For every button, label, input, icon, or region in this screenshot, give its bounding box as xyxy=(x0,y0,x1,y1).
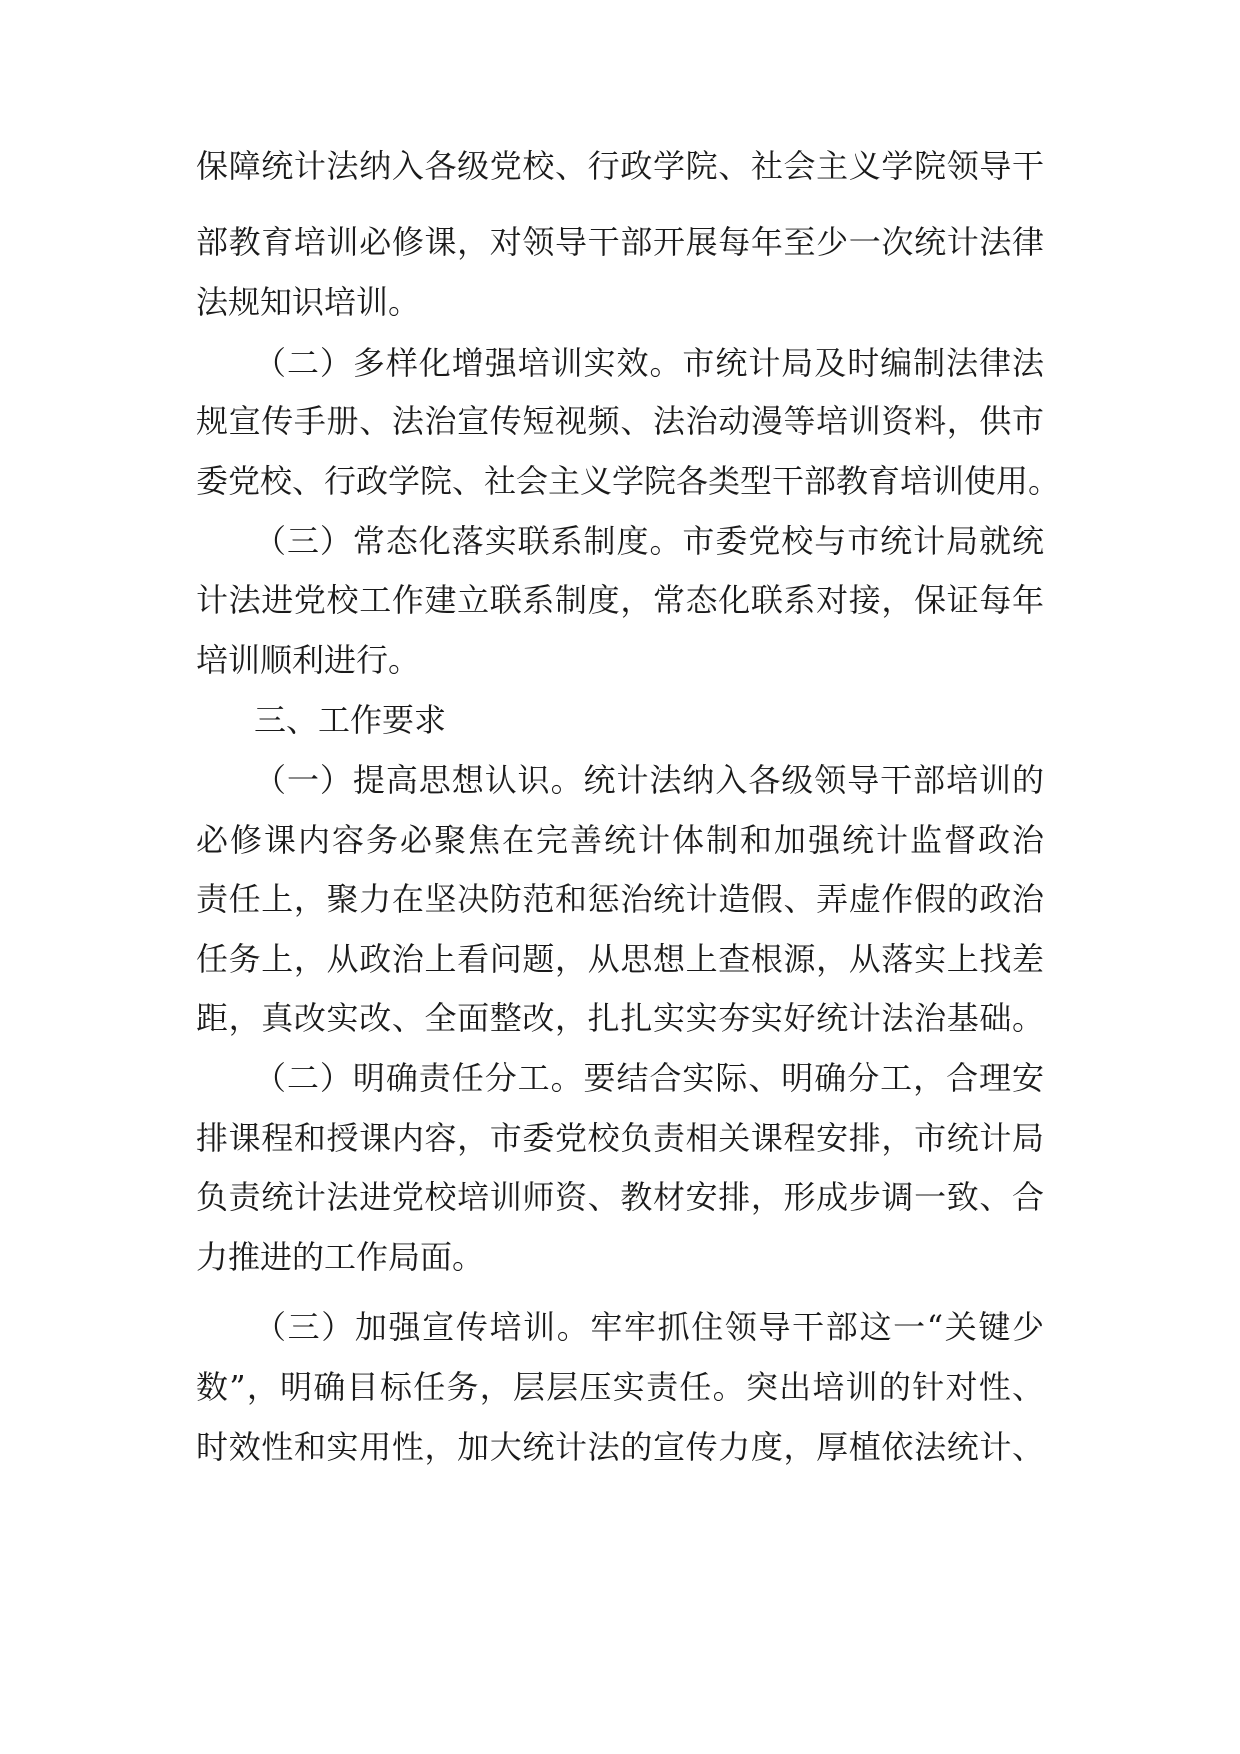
paragraph-heading-line: （二）明确责任分工。要结合实际、明确分工，合理安 xyxy=(254,1059,1044,1097)
text-line: 距，真改实改、全面整改，扎扎实实夯实好统计法治基础。 xyxy=(196,999,1044,1037)
text-line: 部教育培训必修课，对领导干部开展每年至少一次统计法律 xyxy=(196,223,1044,261)
text-line: 时效性和实用性，加大统计法的宣传力度，厚植依法统计、 xyxy=(196,1428,1044,1466)
text-line: 排课程和授课内容，市委党校负责相关课程安排，市统计局 xyxy=(196,1119,1044,1157)
text-line: 数”，明确目标任务，层层压实责任。突出培训的针对性、 xyxy=(196,1368,1044,1406)
text-line: 委党校、行政学院、社会主义学院各类型干部教育培训使用。 xyxy=(196,462,1061,500)
text-line: 法规知识培训。 xyxy=(196,283,421,321)
section-heading: 三、工作要求 xyxy=(254,701,447,739)
text-line: 任务上，从政治上看问题，从思想上查根源，从落实上找差 xyxy=(196,940,1044,978)
text-line: 责任上，聚力在坚决防范和惩治统计造假、弄虚作假的政治 xyxy=(196,880,1044,918)
paragraph-heading-line: （三）常态化落实联系制度。市委党校与市统计局就统 xyxy=(254,522,1044,560)
paragraph-heading-line: （三）加强宣传培训。牢牢抓住领导干部这一“关键少 xyxy=(254,1308,1044,1346)
paragraph-heading-line: （一）提高思想认识。统计法纳入各级领导干部培训的 xyxy=(254,761,1044,799)
text-line: 规宣传手册、法治宣传短视频、法治动漫等培训资料，供市 xyxy=(196,402,1044,440)
text-line: 力推进的工作局面。 xyxy=(196,1238,485,1276)
text-line: 保障统计法纳入各级党校、行政学院、社会主义学院领导干 xyxy=(196,147,1044,185)
text-line: 计法进党校工作建立联系制度，常态化联系对接，保证每年 xyxy=(196,581,1044,619)
text-line: 负责统计法进党校培训师资、教材安排，形成步调一致、合 xyxy=(196,1178,1044,1216)
text-line: 培训顺利进行。 xyxy=(196,641,421,679)
text-line: 必修课内容务必聚焦在完善统计体制和加强统计监督政治 xyxy=(196,821,1044,859)
paragraph-heading-line: （二）多样化增强培训实效。市统计局及时编制法律法 xyxy=(254,344,1044,382)
